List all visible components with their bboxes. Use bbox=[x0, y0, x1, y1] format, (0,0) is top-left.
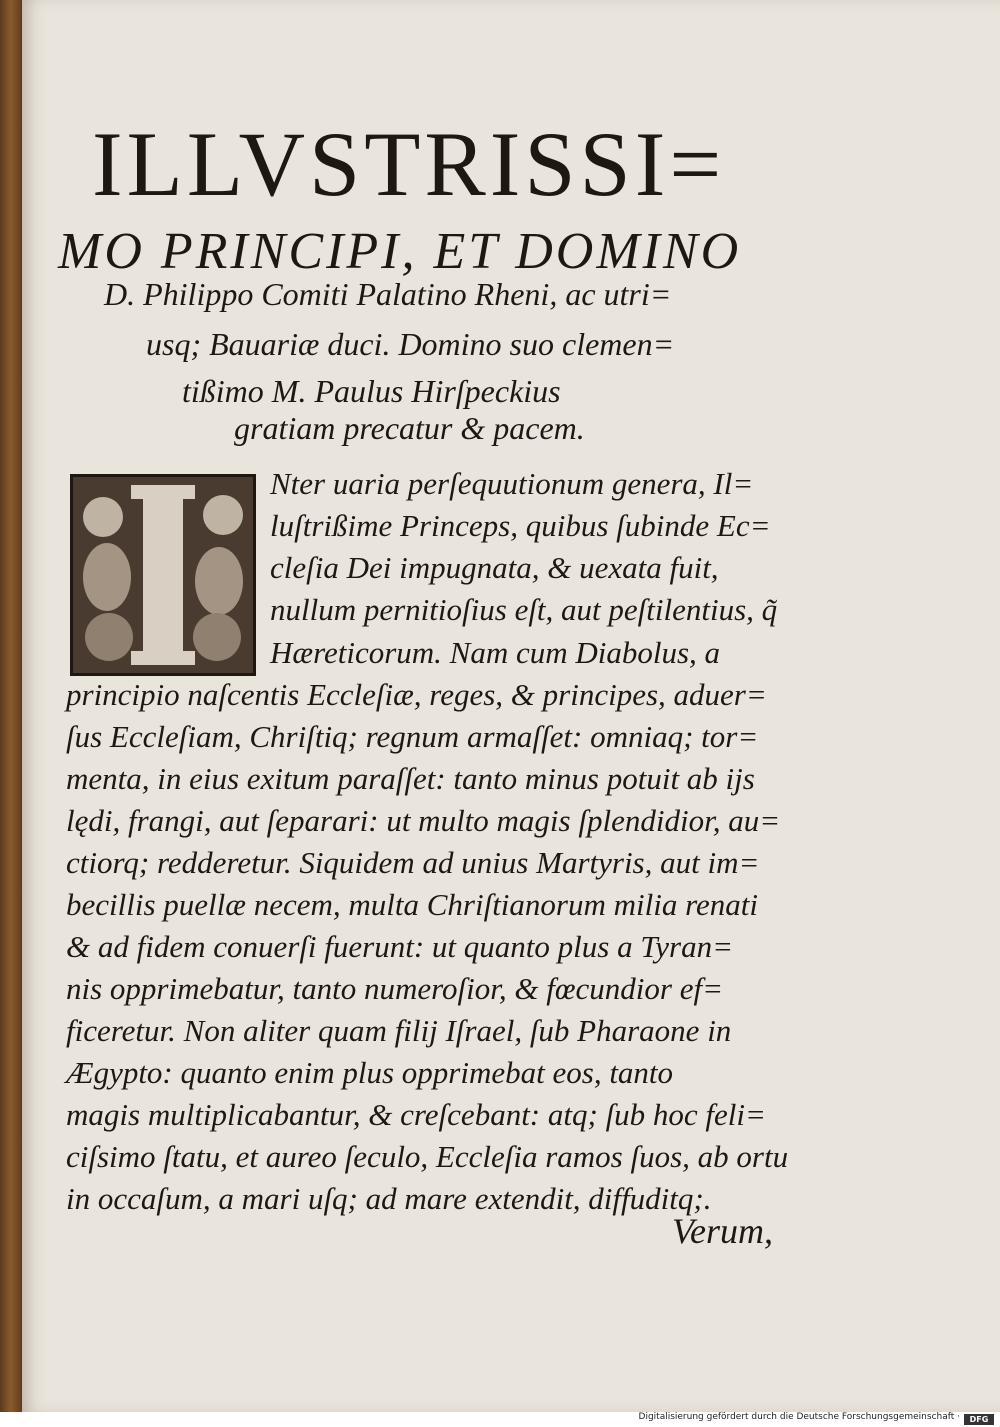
body-line: ficeretur. Non aliter quam filij Iſrael, ſub Pharaone in bbox=[66, 1013, 732, 1048]
dedication-line: D. Philippo Comiti Palatino Rheni, ac utri= bbox=[104, 276, 672, 312]
footer-credit-text: Digitalisierung gefördert durch die Deutsche Forschungsgemeinschaft · bbox=[638, 1412, 960, 1422]
title-line-1: ILLVSTRISSI= bbox=[92, 113, 726, 215]
body-line: lędi, frangi, aut ſeparari: ut multo magis ſplendidior, au= bbox=[66, 803, 781, 838]
body-line: principio naſcentis Eccleſiæ, reges, & principes, aduer= bbox=[66, 677, 767, 712]
body-line: Nter uaria perſequutionum genera, Il= bbox=[270, 466, 754, 501]
body-line: Hæreticorum. Nam cum Diabolus, a bbox=[270, 635, 721, 670]
body-line: becillis puellæ necem, multa Chriſtianorum milia renati bbox=[66, 887, 758, 922]
dedication-line: usq; Bauariæ duci. Domino suo clemen= bbox=[146, 326, 675, 362]
body-line: in occaſum, a mari uſq; ad mare extendit, diffuditq;. bbox=[66, 1181, 712, 1216]
title-line-2: MO PRINCIPI, ET DOMINO bbox=[58, 223, 742, 280]
body-line: Ægypto: quanto enim plus opprimebat eos, tanto bbox=[66, 1055, 674, 1090]
body-line: menta, in eius exitum paraſſet: tanto minus potuit ab ijs bbox=[66, 761, 755, 796]
body-line: nullum pernitioſius eſt, aut peſtilentius, q̃ bbox=[270, 592, 778, 627]
body-line: ctiorq; redderetur. Siquidem ad unius Martyris, aut im= bbox=[66, 845, 760, 880]
dedication-line: gratiam precatur & pacem. bbox=[234, 410, 585, 446]
body-line: ſus Eccleſiam, Chriſtiq; regnum armaſſet: omniaq; tor= bbox=[66, 719, 759, 754]
dfg-logo-icon: DFG bbox=[964, 1414, 994, 1425]
body-line: cleſia Dei impugnata, & uexata fuit, bbox=[270, 550, 719, 585]
body-line: nis opprimebatur, tanto numeroſior, & fœcundior ef= bbox=[66, 971, 724, 1006]
digitization-footer bbox=[0, 1412, 1000, 1427]
body-line: & ad fidem conuerſi fuerunt: ut quanto plus a Tyran= bbox=[66, 929, 733, 964]
decorated-initial-i-icon bbox=[70, 474, 256, 676]
catchword: Verum, bbox=[672, 1211, 773, 1251]
body-line: magis multiplicabantur, & creſcebant: atq; ſub hoc feli= bbox=[66, 1097, 766, 1132]
dedication-line: tißimo M. Paulus Hirſpeckius bbox=[182, 373, 561, 409]
body-line: ciſsimo ſtatu, et aureo ſeculo, Eccleſia ramos ſuos, ab ortu bbox=[66, 1139, 789, 1174]
body-line: luſtrißime Princeps, quibus ſubinde Ec= bbox=[270, 508, 771, 543]
